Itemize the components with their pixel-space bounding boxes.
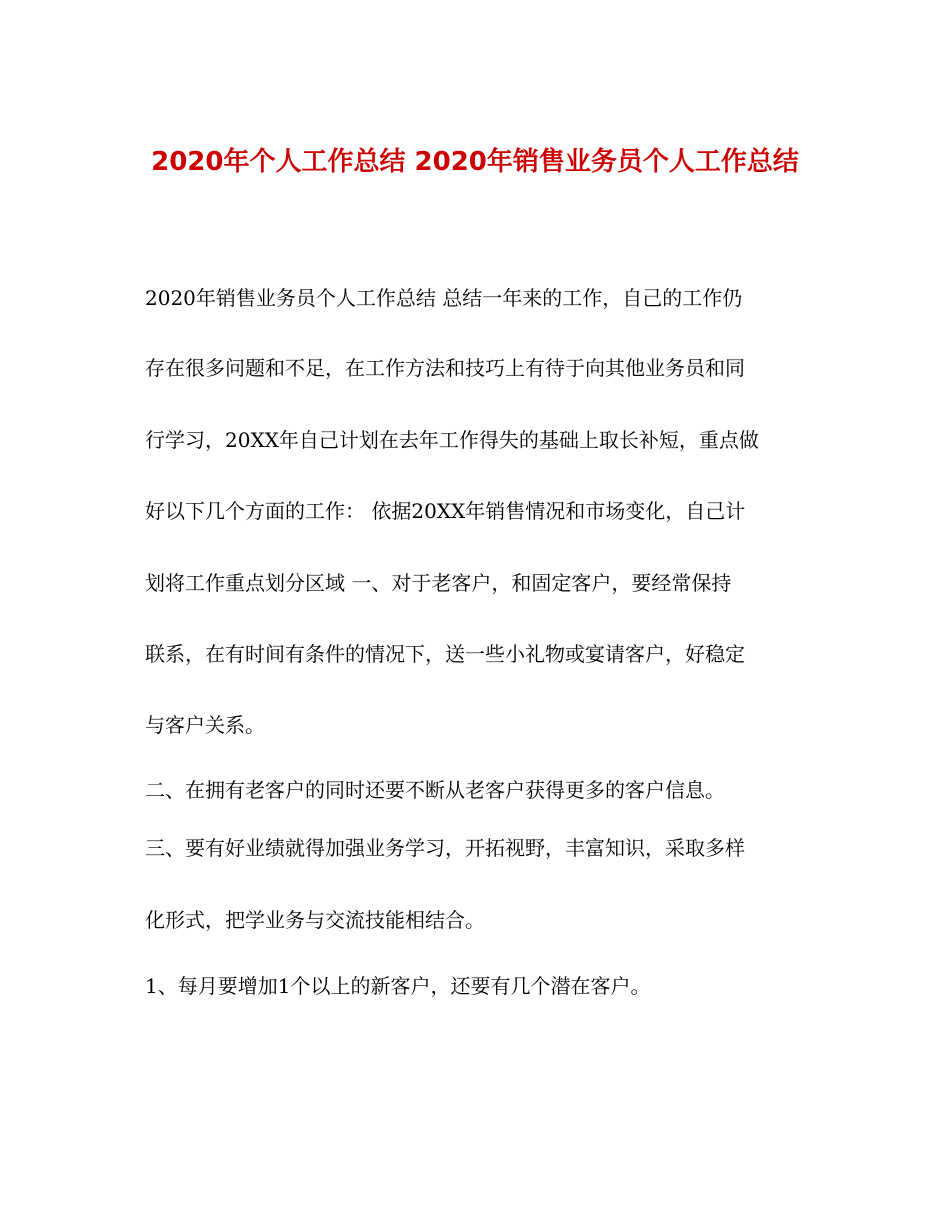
paragraph-line-7: 与客户关系。: [145, 713, 265, 737]
paragraph-line-11: 1、每月要增加1个以上的新客户，还要有几个潜在客户。: [145, 974, 651, 998]
paragraph-line-6: 联系，在有时间有条件的情况下，送一些小礼物或宴请客户，好稳定: [145, 642, 745, 666]
paragraph-line-3: 行学习，20XX年自己计划在去年工作得失的基础上取长补短，重点做: [145, 428, 759, 452]
document-title: 2020年个人工作总结 2020年销售业务员个人工作总结: [151, 147, 799, 177]
paragraph-line-2: 存在很多问题和不足，在工作方法和技巧上有待于向其他业务员和同: [145, 356, 745, 380]
paragraph-line-1: 2020年销售业务员个人工作总结 总结一年来的工作，自己的工作仍: [145, 286, 743, 310]
paragraph-line-10: 化形式，把学业务与交流技能相结合。: [145, 908, 485, 932]
paragraph-line-9: 三、要有好业绩就得加强业务学习，开拓视野，丰富知识，采取多样: [145, 836, 745, 860]
paragraph-line-8: 二、在拥有老客户的同时还要不断从老客户获得更多的客户信息。: [145, 778, 725, 802]
paragraph-line-5: 划将工作重点划分区域 一、对于老客户，和固定客户，要经常保持: [145, 571, 732, 595]
paragraph-line-4: 好以下几个方面的工作： 依据20XX年销售情况和市场变化，自己计: [145, 499, 746, 523]
